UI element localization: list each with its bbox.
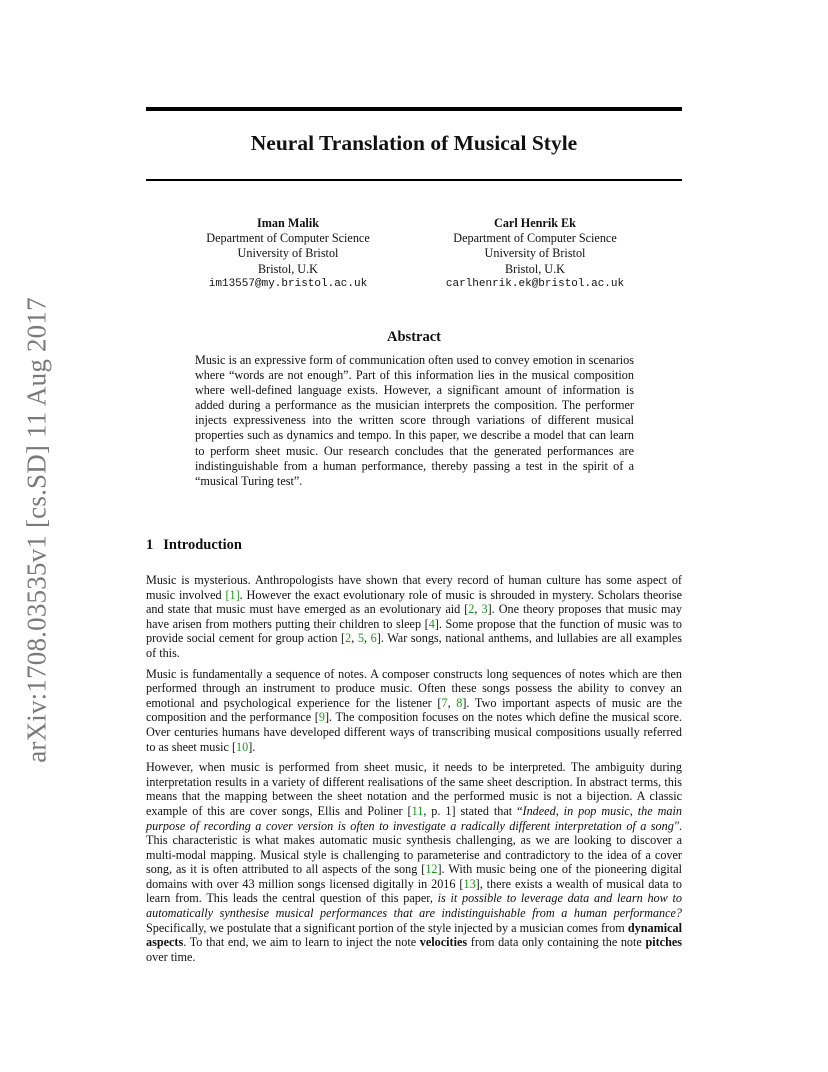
text-run: from data only containing the note (467, 935, 646, 950)
text-run: ]. One theory proposes that music may have arisen from mothers putting their children to sleep [ (146, 602, 682, 631)
author-block-1 (158, 216, 418, 292)
section-title: Introduction (163, 537, 242, 553)
text-run: However, when music is performed from sheet music, it needs to be interpreted. The ambiguity during interpretation results in a variety of different realisations of the same sheet description. In abstract terms, this means that the mapping between the sheet notation and the performed music is not a bijection. A classic example of this are cover songs, Ellis and Poliner [ (146, 760, 682, 818)
title-bottom-rule (146, 179, 682, 181)
emphasis-bold: dynamical aspects (146, 920, 682, 950)
citation-link[interactable]: 8 (456, 695, 463, 710)
emphasis-bold: pitches (645, 935, 682, 950)
text-run: ]. Two important aspects of music are the composition and the performance [ (146, 695, 682, 725)
section-number: 1 (146, 537, 154, 553)
text-run: , (474, 602, 482, 617)
citation-link[interactable]: 10 (236, 739, 249, 754)
text-run: ], there exists a wealth of musical data to learn from. This leads the central question of this paper, (146, 876, 682, 906)
paragraph-2 (146, 667, 682, 755)
text-run: ]. The composition focuses on the notes which define the musical score. Over centuries humans have developed different ways of transcribing musical compositions usually referred to as sheet music [ (146, 710, 682, 754)
text-run: Music is mysterious. Anthropologists have shown that every record of human culture has some aspect of music involved (146, 573, 682, 602)
text-run: Specifically, we postulate that a significant portion of the style injected by a musician comes from (146, 920, 628, 935)
citation-link[interactable]: 11 (411, 803, 424, 818)
paragraph-1 (146, 573, 682, 661)
text-run: , p. 1] stated that “ (423, 803, 523, 818)
author-city: Bristol, U.K (505, 261, 565, 276)
text-run: ]. War songs, national anthems, and lullabies are all examples of this. (146, 631, 683, 660)
author-university: University of Bristol (237, 246, 339, 261)
author-email[interactable]: carlhenrik.ek@bristol.ac.uk (445, 277, 625, 290)
citation-link[interactable]: 4 (428, 616, 435, 631)
citation-link[interactable]: 13 (463, 876, 476, 891)
text-run: ]. Some propose that the function of music was to provide social cement for group action [ (146, 616, 682, 646)
citation-link[interactable]: 3 (481, 602, 488, 617)
citation-link[interactable]: 5 (357, 631, 364, 646)
citation-link[interactable]: 12 (425, 862, 438, 877)
author-department: Department of Computer Science (206, 231, 370, 246)
section-heading-introduction (146, 537, 242, 554)
text-run: Music is fundamentally a sequence of notes. A composer constructs long sequences of notes which are then performed through an instrument to produce music. Often these songs possess the ability to convey an emotional and psychological experience for the listener [ (146, 666, 682, 710)
text-run: . However the exact evolutionary role of music is shrouded in mystery. Scholars theorise and state that music must have emerged as an evolutionary aid [ (146, 587, 682, 617)
text-run: . To that end, we aim to learn to inject the note (183, 935, 420, 950)
author-email[interactable]: im13557@my.bristol.ac.uk (208, 277, 368, 290)
text-run: ]. With music being one of the pioneering digital domains with over 43 million songs licensed digitally in 2016 [ (146, 862, 682, 891)
author-name: Carl Henrik Ek (494, 216, 576, 230)
author-name: Iman Malik (257, 216, 319, 230)
introduction-body (146, 573, 682, 970)
paragraph-3 (146, 760, 682, 964)
citation-link[interactable]: [1] (225, 587, 240, 602)
text-run: over time. (146, 949, 196, 964)
text-run: , (351, 631, 358, 646)
citation-link[interactable]: 7 (441, 695, 448, 710)
abstract-text: Music is an expressive form of communication often used to convey emotion in scenarios where “words are not enough”. Part of this information lies in the musical composition where well-defined language exists. However, a significant amount of information is added during a performance as the musician interprets the composition. The performer injects expressiveness into the written score through variations of different musical properties such as dynamics and tempo. In this paper, we describe a model that can learn to perform sheet music. Our research concludes that the generated performances are indistinguishable from a human performance, thereby passing a test in the spirit of a “musical Turing test”. (195, 353, 634, 488)
text-run: ]. (248, 739, 256, 754)
text-run: , (447, 695, 457, 710)
emphasis-bold: velocities (419, 935, 468, 950)
arxiv-identifier: arXiv:1708.03535v1 [cs.SD] 11 Aug 2017 (21, 297, 52, 763)
text-run: , (363, 631, 371, 646)
abstract-heading: Abstract (387, 329, 441, 345)
citation-link[interactable]: 2 (345, 631, 352, 646)
research-question: is it possible to leverage data and learn how to automatically synthesise musical performances that are indistinguishable from a human performance? (146, 891, 682, 921)
citation-link[interactable]: 9 (318, 710, 325, 725)
author-block-2 (405, 216, 665, 292)
author-university: University of Bristol (484, 246, 586, 261)
text-run: . This characteristic is what makes automatic music synthesis challenging, as we are looking to discover a multi-modal mapping. Musical style is challenging to parameterise and contradictory to the idea of a cover song, as it is often attributed to all aspects of the song [ (146, 818, 682, 877)
title-top-rule (146, 107, 682, 111)
arxiv-sidebar (12, 270, 62, 790)
citation-link[interactable]: 6 (370, 631, 377, 646)
citation-link[interactable]: 2 (468, 602, 475, 617)
author-department: Department of Computer Science (453, 231, 617, 246)
quoted-text: Indeed, in pop music, the main purpose of recording a cover version is often to investigate a radically different interpretation of a song" (146, 803, 682, 833)
author-city: Bristol, U.K (258, 261, 318, 276)
paper-title: Neural Translation of Musical Style (250, 131, 578, 155)
